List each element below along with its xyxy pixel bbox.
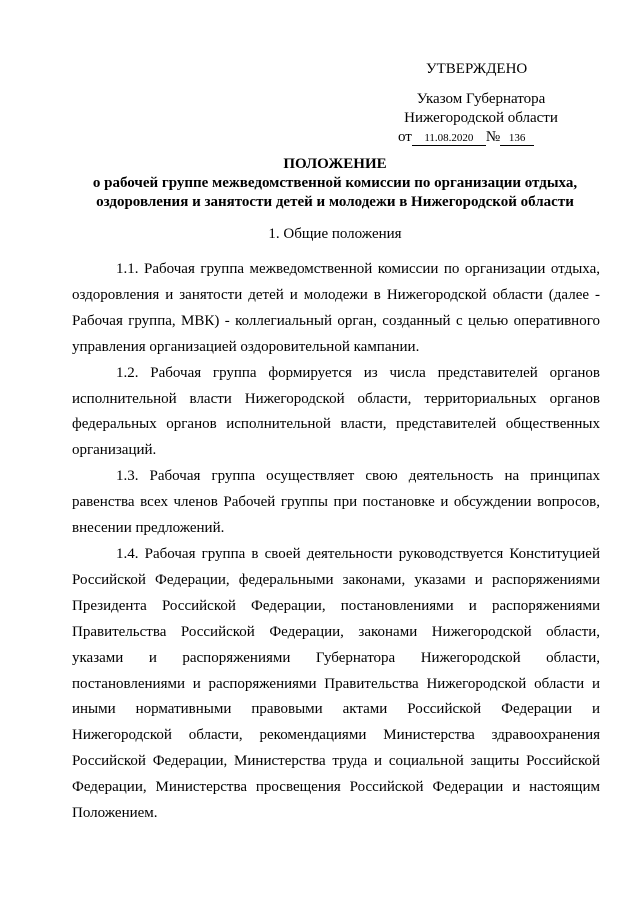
title-line-2: оздоровления и занятости детей и молодежи в Нижегородской области: [96, 194, 574, 210]
paragraph-1-1: 1.1. Рабочая группа межведомственной комиссии по организации отдыха, оздоровления и занятости детей и молодежи в Нижегородской области (далее - Рабочая группа, МВК) - коллегиальный орган, созданный с целью оперативного управления организацией оздоровительной кампании.: [72, 261, 600, 355]
document-title: [70, 155, 600, 212]
title-line-1: о рабочей группе межведомственной комиссии по организации отдыха,: [92, 175, 578, 191]
approval-stamp: [396, 60, 566, 147]
section-heading: 1. Общие положения: [268, 226, 402, 242]
date-number-line: [396, 128, 566, 147]
decree-number: 136: [500, 132, 534, 146]
paragraph-1-3: 1.3. Рабочая группа осуществляет свою деятельность на принципах равенства всех членов Рабочей группы при постановке и обсуждении вопросов, внесении предложений.: [72, 468, 600, 537]
paragraph-1-2: 1.2. Рабочая группа формируется из числа представителей органов исполнительной власти Нижегородской области, территориальных органов федеральных органов исполнительной власти, представителей общественных организаций.: [72, 364, 600, 459]
title-heading: ПОЛОЖЕНИЕ: [283, 156, 387, 172]
paragraph-1-4: 1.4. Рабочая группа в своей деятельности руководствуется Конституцией Российской Федерации, федеральными законами, указами и распоряжениями Президента Российской Федерации, постановлениями и распоряжениями Правительства Российской Федерации, законами Нижегородской области, указами и распоряжениями Губернатора Нижегородской области, постановлениями и распоряжениями Правительства Нижегородской области и иными нормативными правовыми актами Российской Федерации и Нижегородской области, рекомендациями Министерства здравоохранения Российской Федерации, Министерства труда и социальной защиты Российской Федерации, Министерства просвещения Российской Федерации и настоящим Положением.: [72, 545, 600, 822]
section-body: [72, 257, 600, 827]
number-sign: №: [485, 129, 501, 145]
decree-line: Указом Губернатора: [416, 91, 546, 107]
date-prefix: от: [398, 129, 412, 145]
region-line: Нижегородской области: [404, 110, 558, 126]
decree-date: 11.08.2020: [412, 132, 486, 146]
approved-label: УТВЕРЖДЕНО: [426, 61, 528, 77]
